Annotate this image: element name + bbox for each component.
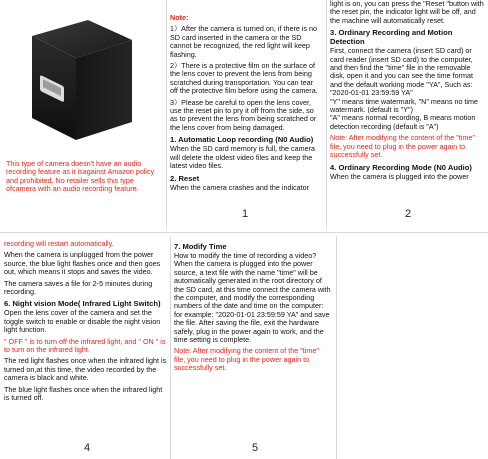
section-title: 4. Ordinary Recording Mode (N0 Audio) [330, 162, 472, 172]
section-body: First, connect the camera (insert SD card) or card reader (insert SD card) to the computer, and then find the "time" file in the removable disk, open it and you can see the time format and the default working mode "YA", Such as: "2020-01-01 23:59:59 YA" [330, 46, 474, 98]
modify-time-panel [174, 240, 332, 376]
time-file-note: Note: After modifying the content of the "time" file, you need to plug in the power again to successfully set. [174, 346, 319, 373]
divider [326, 0, 327, 228]
section-body: When the camera crashes and the indicator [170, 182, 310, 192]
section-title: 1. Automatic Loop recording (N0 Audio) [170, 135, 314, 145]
camera-cube-illustration [18, 14, 138, 149]
camera-charger-image [18, 14, 138, 149]
section-body: "A" means normal recording, B means motion detection recording (default is "A") [330, 113, 476, 131]
page-number: 1 [242, 208, 249, 220]
page-number: 4 [84, 442, 91, 454]
blue-light-text: The blue light flashes once when the infrared light is turned off. [4, 384, 163, 403]
recording-continued: recording will restart automatically. [4, 239, 114, 248]
red-light-text: The red light flashes once when the infrared light is turned on,at this time, the video recorded by the camera is black and white. [4, 356, 167, 383]
save-text: The camera saves a file for 2-5 minutes during recording. [4, 278, 153, 297]
reset-continued: light is on, you can press the "Reset "button with the reset pin, the indicator light will be off, and the machine will automatically reset. [330, 0, 484, 25]
section-body: Open the lens cover of the camera and set the toggle switch to enable or disable the night vision light function. [4, 308, 161, 335]
audio-warning-text: This type of camera doesn't have an audio recording feature as it isagainst Amazon policy and prohibited. No retailer sells this type ofcamera with an audio recording feature. [6, 159, 155, 194]
section-body: When the camera is plugged into the power [330, 171, 469, 181]
time-file-note: Note: After modifying the content of the "time" file, you need to plug in the power again to successfully set. [330, 133, 475, 160]
section-body: "Y" means time watermark, "N" means no time watermark. (default is "Y") [330, 96, 479, 115]
product-image-panel [0, 0, 164, 228]
section-title: 6. Night vision Mode( Infrared Light Switch) [4, 299, 161, 309]
note-item-3: 3）Please be careful to open the lens cover, use the reset pin to pry it off from the side, so as to prevent the lens from being scratched or the lens cover from being damaged. [170, 97, 317, 132]
divider [166, 0, 167, 228]
section-body: When the SD card memory is full, the camera will delete the oldest video files and keep the latest video files. [170, 144, 315, 171]
divider [0, 232, 488, 233]
divider [170, 236, 171, 459]
section-title: 7. Modify Time [174, 242, 227, 251]
note-heading: Note: [170, 13, 189, 22]
page-number: 5 [252, 442, 259, 454]
note-item-1: 1）After the camera is turned on, if there is no SD card inserted in the camera or the SD cannot be recognized, the red light will keep flashing. [170, 24, 318, 59]
section-title: 2. Reset [170, 173, 200, 183]
section-title: 3. Ordinary Recording and Motion Detection [330, 28, 453, 47]
night-vision-panel [4, 240, 167, 406]
note-item-2: 2）There is a protective film on the surface of the lens cover to prevent the lens from being scratched during transportation. You can tear off the protective film before using the camera. [170, 61, 318, 96]
section-body: How to modify the time of recording a video? When the camera is plugged into the power source, a text file with the name "time" will be automatically generated in the root directory of the SD card, at this time connect the camera with the computer, and modify the corresponding numbers of the date and time on the computer: for example: "2020-01-01 23:59:59 YA" and save the file. After saving the file, exit the hardware safely, plug in the power again to work, and the time setting is complete. [174, 251, 331, 345]
page-number: 2 [405, 208, 412, 220]
unplug-text: When the camera is unplugged from the power source, the blue light flashes once and then goes out, which means it stops and saves the video. [4, 250, 161, 277]
note-panel [170, 14, 320, 195]
recording-panel [330, 0, 486, 184]
divider [336, 236, 337, 459]
switch-note: " OFF " is to turn off the infrared light, and " ON " is to turn on the infrared light. [4, 336, 166, 355]
